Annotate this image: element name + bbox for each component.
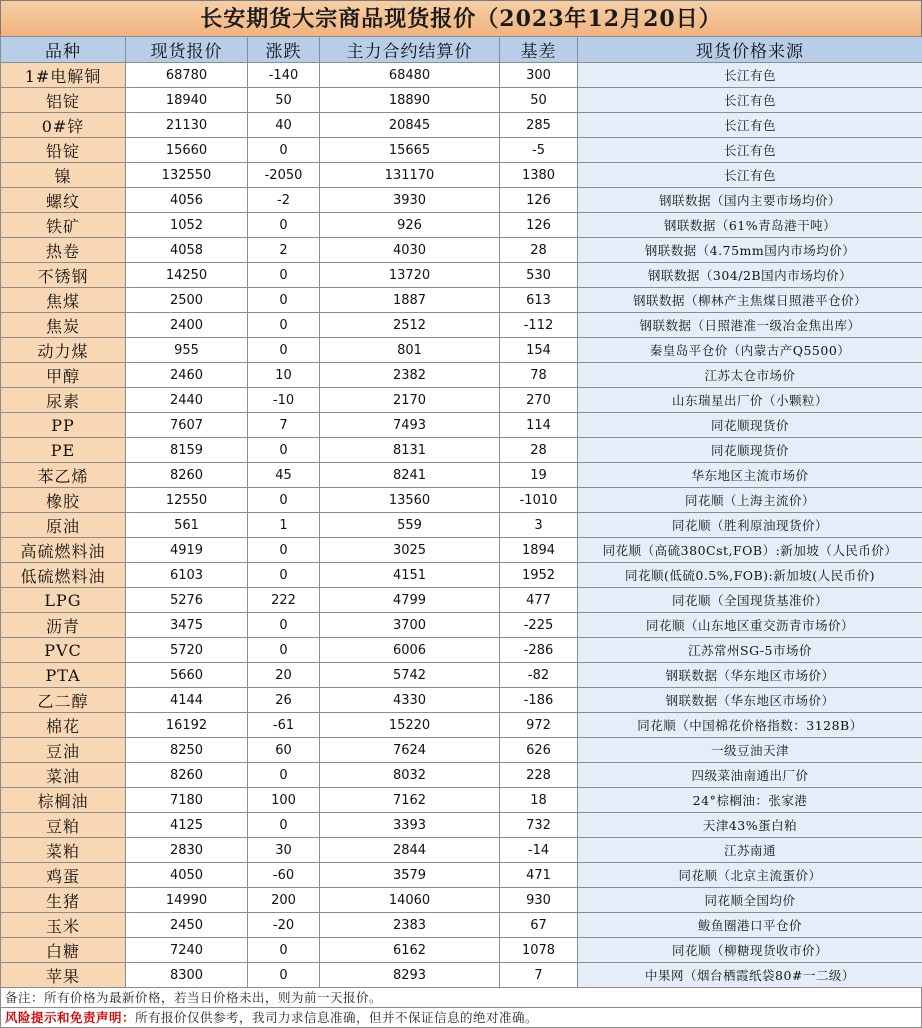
cell-change: 0: [248, 213, 320, 238]
cell-price-source: 同花顺（胜利原油现货价）: [578, 513, 922, 538]
cell-change: 10: [248, 363, 320, 388]
cell-commodity: 玉米: [1, 913, 126, 938]
cell-basis: 1894: [500, 538, 578, 563]
cell-settle-price: 7624: [320, 738, 500, 763]
cell-basis: -5: [500, 138, 578, 163]
table-row: [1, 263, 922, 288]
table-row: [1, 413, 922, 438]
cell-spot-price: 2460: [126, 363, 248, 388]
cell-change: 0: [248, 488, 320, 513]
header-spot-price: 现货报价: [126, 37, 248, 63]
cell-spot-price: 21130: [126, 113, 248, 138]
cell-spot-price: 1052: [126, 213, 248, 238]
cell-basis: 972: [500, 713, 578, 738]
table-row: [1, 463, 922, 488]
cell-change: 0: [248, 138, 320, 163]
cell-settle-price: 20845: [320, 113, 500, 138]
cell-settle-price: 559: [320, 513, 500, 538]
table-row: [1, 688, 922, 713]
cell-price-source: 长江有色: [578, 113, 922, 138]
cell-settle-price: 6006: [320, 638, 500, 663]
cell-commodity: 尿素: [1, 388, 126, 413]
cell-settle-price: 18890: [320, 88, 500, 113]
disclaimer-text: 所有报价仅供参考，我司力求信息准确，但并不保证信息的绝对准确。: [135, 1010, 538, 1025]
table-row: [1, 313, 922, 338]
cell-spot-price: 955: [126, 338, 248, 363]
cell-basis: 7: [500, 963, 578, 988]
cell-basis: 285: [500, 113, 578, 138]
cell-basis: -1010: [500, 488, 578, 513]
cell-commodity: 原油: [1, 513, 126, 538]
cell-spot-price: 14990: [126, 888, 248, 913]
cell-price-source: 同花顺（高硫380Cst,FOB）:新加坡（人民币价）: [578, 538, 922, 563]
cell-commodity: 焦煤: [1, 288, 126, 313]
cell-change: 0: [248, 563, 320, 588]
cell-spot-price: 14250: [126, 263, 248, 288]
cell-settle-price: 3025: [320, 538, 500, 563]
cell-spot-price: 8260: [126, 463, 248, 488]
cell-basis: 471: [500, 863, 578, 888]
cell-basis: -225: [500, 613, 578, 638]
cell-commodity: 热卷: [1, 238, 126, 263]
cell-price-source: 同花顺（全国现货基准价）: [578, 588, 922, 613]
cell-basis: -82: [500, 663, 578, 688]
header-change: 涨跌: [248, 37, 320, 63]
cell-change: 222: [248, 588, 320, 613]
cell-change: 20: [248, 663, 320, 688]
table-row: [1, 613, 922, 638]
cell-change: 0: [248, 438, 320, 463]
cell-price-source: 江苏常州SG-5市场价: [578, 638, 922, 663]
cell-settle-price: 7493: [320, 413, 500, 438]
cell-commodity: 橡胶: [1, 488, 126, 513]
cell-basis: 126: [500, 188, 578, 213]
table-row: [1, 538, 922, 563]
cell-settle-price: 1887: [320, 288, 500, 313]
cell-change: -2: [248, 188, 320, 213]
table-body: [1, 63, 922, 988]
cell-commodity: 乙二醇: [1, 688, 126, 713]
table-row: [1, 188, 922, 213]
cell-change: 7: [248, 413, 320, 438]
cell-spot-price: 5720: [126, 638, 248, 663]
cell-commodity: 菜油: [1, 763, 126, 788]
header-row: [1, 37, 922, 63]
cell-settle-price: 13720: [320, 263, 500, 288]
cell-price-source: 钢联数据（华东地区市场价）: [578, 688, 922, 713]
table-row: [1, 438, 922, 463]
cell-basis: 626: [500, 738, 578, 763]
cell-basis: -286: [500, 638, 578, 663]
table-row: [1, 163, 922, 188]
cell-spot-price: 3475: [126, 613, 248, 638]
cell-price-source: 华东地区主流市场价: [578, 463, 922, 488]
table-row: [1, 638, 922, 663]
table-row: [1, 913, 922, 938]
table-row: [1, 813, 922, 838]
cell-spot-price: 18940: [126, 88, 248, 113]
cell-spot-price: 5660: [126, 663, 248, 688]
cell-change: 0: [248, 613, 320, 638]
cell-change: -140: [248, 63, 320, 88]
table-row: [1, 113, 922, 138]
cell-spot-price: 4050: [126, 863, 248, 888]
cell-price-source: 一级豆油天津: [578, 738, 922, 763]
table-row: [1, 288, 922, 313]
cell-settle-price: 2844: [320, 838, 500, 863]
cell-commodity: PTA: [1, 663, 126, 688]
cell-settle-price: 2170: [320, 388, 500, 413]
cell-settle-price: 4799: [320, 588, 500, 613]
cell-spot-price: 2440: [126, 388, 248, 413]
cell-spot-price: 16192: [126, 713, 248, 738]
price-table: [0, 36, 922, 988]
cell-change: 30: [248, 838, 320, 863]
cell-commodity: 焦炭: [1, 313, 126, 338]
cell-settle-price: 15665: [320, 138, 500, 163]
cell-commodity: 螺纹: [1, 188, 126, 213]
cell-price-source: 钢联数据（华东地区市场价）: [578, 663, 922, 688]
cell-price-source: 同花顺(低硫0.5%,FOB):新加坡(人民币价): [578, 563, 922, 588]
table-row: [1, 763, 922, 788]
cell-settle-price: 3579: [320, 863, 500, 888]
cell-commodity: 鸡蛋: [1, 863, 126, 888]
cell-commodity: 0#锌: [1, 113, 126, 138]
cell-settle-price: 68480: [320, 63, 500, 88]
table-row: [1, 363, 922, 388]
cell-commodity: PE: [1, 438, 126, 463]
cell-spot-price: 8260: [126, 763, 248, 788]
cell-settle-price: 8032: [320, 763, 500, 788]
page-title: 长安期货大宗商品现货报价（2023年12月20日）: [0, 0, 922, 36]
cell-settle-price: 4151: [320, 563, 500, 588]
cell-spot-price: 132550: [126, 163, 248, 188]
cell-commodity: 不锈钢: [1, 263, 126, 288]
cell-basis: 530: [500, 263, 578, 288]
cell-price-source: 钢联数据（61%青岛港干吨）: [578, 213, 922, 238]
cell-basis: 126: [500, 213, 578, 238]
cell-price-source: 长江有色: [578, 138, 922, 163]
cell-settle-price: 2383: [320, 913, 500, 938]
cell-change: 0: [248, 313, 320, 338]
cell-price-source: 长江有色: [578, 88, 922, 113]
table-row: [1, 213, 922, 238]
cell-settle-price: 4330: [320, 688, 500, 713]
cell-price-source: 24°棕榈油：张家港: [578, 788, 922, 813]
table-row: [1, 963, 922, 988]
cell-commodity: 高硫燃料油: [1, 538, 126, 563]
cell-price-source: 钢联数据（柳林产主焦煤日照港平仓价）: [578, 288, 922, 313]
cell-basis: 270: [500, 388, 578, 413]
cell-settle-price: 3930: [320, 188, 500, 213]
cell-settle-price: 6162: [320, 938, 500, 963]
cell-price-source: 同花顺（北京主流蛋价）: [578, 863, 922, 888]
cell-settle-price: 4030: [320, 238, 500, 263]
cell-settle-price: 2512: [320, 313, 500, 338]
cell-commodity: 动力煤: [1, 338, 126, 363]
cell-commodity: 铝锭: [1, 88, 126, 113]
cell-settle-price: 3700: [320, 613, 500, 638]
footnote: 备注：所有价格为最新价格，若当日价格未出，则为前一天报价。: [0, 988, 922, 1008]
cell-basis: 67: [500, 913, 578, 938]
cell-commodity: 豆粕: [1, 813, 126, 838]
cell-spot-price: 2450: [126, 913, 248, 938]
cell-change: 0: [248, 938, 320, 963]
cell-change: 0: [248, 963, 320, 988]
cell-basis: -14: [500, 838, 578, 863]
cell-basis: 1380: [500, 163, 578, 188]
cell-basis: -112: [500, 313, 578, 338]
cell-settle-price: 14060: [320, 888, 500, 913]
cell-price-source: 中果网（烟台栖霞纸袋80#一二级）: [578, 963, 922, 988]
cell-spot-price: 2500: [126, 288, 248, 313]
cell-basis: 50: [500, 88, 578, 113]
table-row: [1, 238, 922, 263]
table-row: [1, 938, 922, 963]
cell-commodity: 低硫燃料油: [1, 563, 126, 588]
cell-price-source: 钢联数据（304/2B国内市场均价）: [578, 263, 922, 288]
cell-price-source: 同花顺现货价: [578, 413, 922, 438]
cell-basis: 1952: [500, 563, 578, 588]
cell-spot-price: 68780: [126, 63, 248, 88]
cell-change: 40: [248, 113, 320, 138]
cell-basis: 19: [500, 463, 578, 488]
cell-settle-price: 8293: [320, 963, 500, 988]
cell-commodity: LPG: [1, 588, 126, 613]
cell-spot-price: 12550: [126, 488, 248, 513]
cell-price-source: 山东瑞星出厂价（小颗粒）: [578, 388, 922, 413]
cell-spot-price: 5276: [126, 588, 248, 613]
cell-basis: -186: [500, 688, 578, 713]
cell-change: -60: [248, 863, 320, 888]
cell-commodity: 白糖: [1, 938, 126, 963]
cell-change: 2: [248, 238, 320, 263]
table-row: [1, 663, 922, 688]
cell-basis: 154: [500, 338, 578, 363]
table-row: [1, 388, 922, 413]
cell-change: 26: [248, 688, 320, 713]
cell-price-source: 钢联数据（4.75mm国内市场均价）: [578, 238, 922, 263]
cell-settle-price: 13560: [320, 488, 500, 513]
cell-commodity: 1#电解铜: [1, 63, 126, 88]
cell-price-source: 四级菜油南通出厂价: [578, 763, 922, 788]
table-row: [1, 863, 922, 888]
table-row: [1, 338, 922, 363]
disclaimer: [0, 1008, 922, 1028]
cell-change: 0: [248, 263, 320, 288]
cell-spot-price: 7607: [126, 413, 248, 438]
cell-commodity: 铅锭: [1, 138, 126, 163]
cell-settle-price: 15220: [320, 713, 500, 738]
cell-price-source: 江苏南通: [578, 838, 922, 863]
cell-change: 0: [248, 338, 320, 363]
cell-spot-price: 4919: [126, 538, 248, 563]
cell-price-source: 同花顺（上海主流价）: [578, 488, 922, 513]
cell-commodity: 棕榈油: [1, 788, 126, 813]
cell-basis: 78: [500, 363, 578, 388]
table-row: [1, 488, 922, 513]
cell-commodity: 沥青: [1, 613, 126, 638]
cell-commodity: 菜粕: [1, 838, 126, 863]
cell-spot-price: 561: [126, 513, 248, 538]
cell-commodity: 镍: [1, 163, 126, 188]
cell-price-source: 江苏太仓市场价: [578, 363, 922, 388]
cell-settle-price: 926: [320, 213, 500, 238]
cell-settle-price: 131170: [320, 163, 500, 188]
cell-change: 60: [248, 738, 320, 763]
cell-spot-price: 4144: [126, 688, 248, 713]
cell-settle-price: 8241: [320, 463, 500, 488]
cell-change: -10: [248, 388, 320, 413]
cell-settle-price: 5742: [320, 663, 500, 688]
cell-commodity: 铁矿: [1, 213, 126, 238]
cell-commodity: 苹果: [1, 963, 126, 988]
table-row: [1, 838, 922, 863]
table-row: [1, 588, 922, 613]
cell-commodity: PP: [1, 413, 126, 438]
cell-spot-price: 7180: [126, 788, 248, 813]
cell-spot-price: 8159: [126, 438, 248, 463]
cell-settle-price: 7162: [320, 788, 500, 813]
cell-spot-price: 2400: [126, 313, 248, 338]
cell-price-source: 同花顺（山东地区重交沥青市场价）: [578, 613, 922, 638]
cell-basis: 228: [500, 763, 578, 788]
cell-settle-price: 8131: [320, 438, 500, 463]
cell-commodity: 甲醇: [1, 363, 126, 388]
cell-spot-price: 2830: [126, 838, 248, 863]
table-row: [1, 888, 922, 913]
table-row: [1, 513, 922, 538]
cell-spot-price: 4058: [126, 238, 248, 263]
cell-price-source: 鲅鱼圈港口平仓价: [578, 913, 922, 938]
cell-change: 100: [248, 788, 320, 813]
cell-commodity: 生猪: [1, 888, 126, 913]
cell-commodity: 豆油: [1, 738, 126, 763]
cell-basis: 300: [500, 63, 578, 88]
cell-basis: 28: [500, 438, 578, 463]
cell-change: 0: [248, 638, 320, 663]
table-row: [1, 138, 922, 163]
cell-price-source: 同花顺现货价: [578, 438, 922, 463]
cell-spot-price: 8300: [126, 963, 248, 988]
cell-basis: 28: [500, 238, 578, 263]
cell-price-source: 钢联数据（日照港准一级冶金焦出库）: [578, 313, 922, 338]
table-row: [1, 713, 922, 738]
cell-change: -2050: [248, 163, 320, 188]
cell-change: -20: [248, 913, 320, 938]
cell-commodity: PVC: [1, 638, 126, 663]
cell-basis: 613: [500, 288, 578, 313]
cell-basis: 18: [500, 788, 578, 813]
cell-basis: 477: [500, 588, 578, 613]
cell-commodity: 苯乙烯: [1, 463, 126, 488]
cell-spot-price: 15660: [126, 138, 248, 163]
cell-change: 0: [248, 813, 320, 838]
cell-change: 45: [248, 463, 320, 488]
cell-settle-price: 2382: [320, 363, 500, 388]
cell-price-source: 秦皇岛平仓价（内蒙古产Q5500）: [578, 338, 922, 363]
cell-basis: 3: [500, 513, 578, 538]
cell-spot-price: 7240: [126, 938, 248, 963]
table-row: [1, 563, 922, 588]
header-settle-price: 主力合约结算价: [320, 37, 500, 63]
cell-price-source: 天津43%蛋白粕: [578, 813, 922, 838]
cell-change: 0: [248, 538, 320, 563]
cell-settle-price: 801: [320, 338, 500, 363]
cell-basis: 114: [500, 413, 578, 438]
cell-price-source: 同花顺全国均价: [578, 888, 922, 913]
cell-price-source: 长江有色: [578, 63, 922, 88]
cell-change: 1: [248, 513, 320, 538]
header-basis: 基差: [500, 37, 578, 63]
cell-change: 0: [248, 763, 320, 788]
cell-spot-price: 4056: [126, 188, 248, 213]
cell-price-source: 同花顺（中国棉花价格指数：3128B）: [578, 713, 922, 738]
cell-price-source: 钢联数据（国内主要市场均价）: [578, 188, 922, 213]
cell-change: -61: [248, 713, 320, 738]
cell-change: 200: [248, 888, 320, 913]
table-row: [1, 88, 922, 113]
disclaimer-label: 风险提示和免责声明：: [5, 1010, 135, 1025]
table-row: [1, 63, 922, 88]
cell-change: 0: [248, 288, 320, 313]
table-row: [1, 788, 922, 813]
cell-basis: 732: [500, 813, 578, 838]
cell-spot-price: 8250: [126, 738, 248, 763]
header-price-source: 现货价格来源: [578, 37, 922, 63]
cell-price-source: 同花顺（柳糖现货收市价）: [578, 938, 922, 963]
cell-price-source: 长江有色: [578, 163, 922, 188]
cell-basis: 930: [500, 888, 578, 913]
cell-settle-price: 3393: [320, 813, 500, 838]
cell-spot-price: 4125: [126, 813, 248, 838]
header-commodity: 品种: [1, 37, 126, 63]
cell-basis: 1078: [500, 938, 578, 963]
cell-change: 50: [248, 88, 320, 113]
cell-spot-price: 6103: [126, 563, 248, 588]
table-row: [1, 738, 922, 763]
cell-commodity: 棉花: [1, 713, 126, 738]
